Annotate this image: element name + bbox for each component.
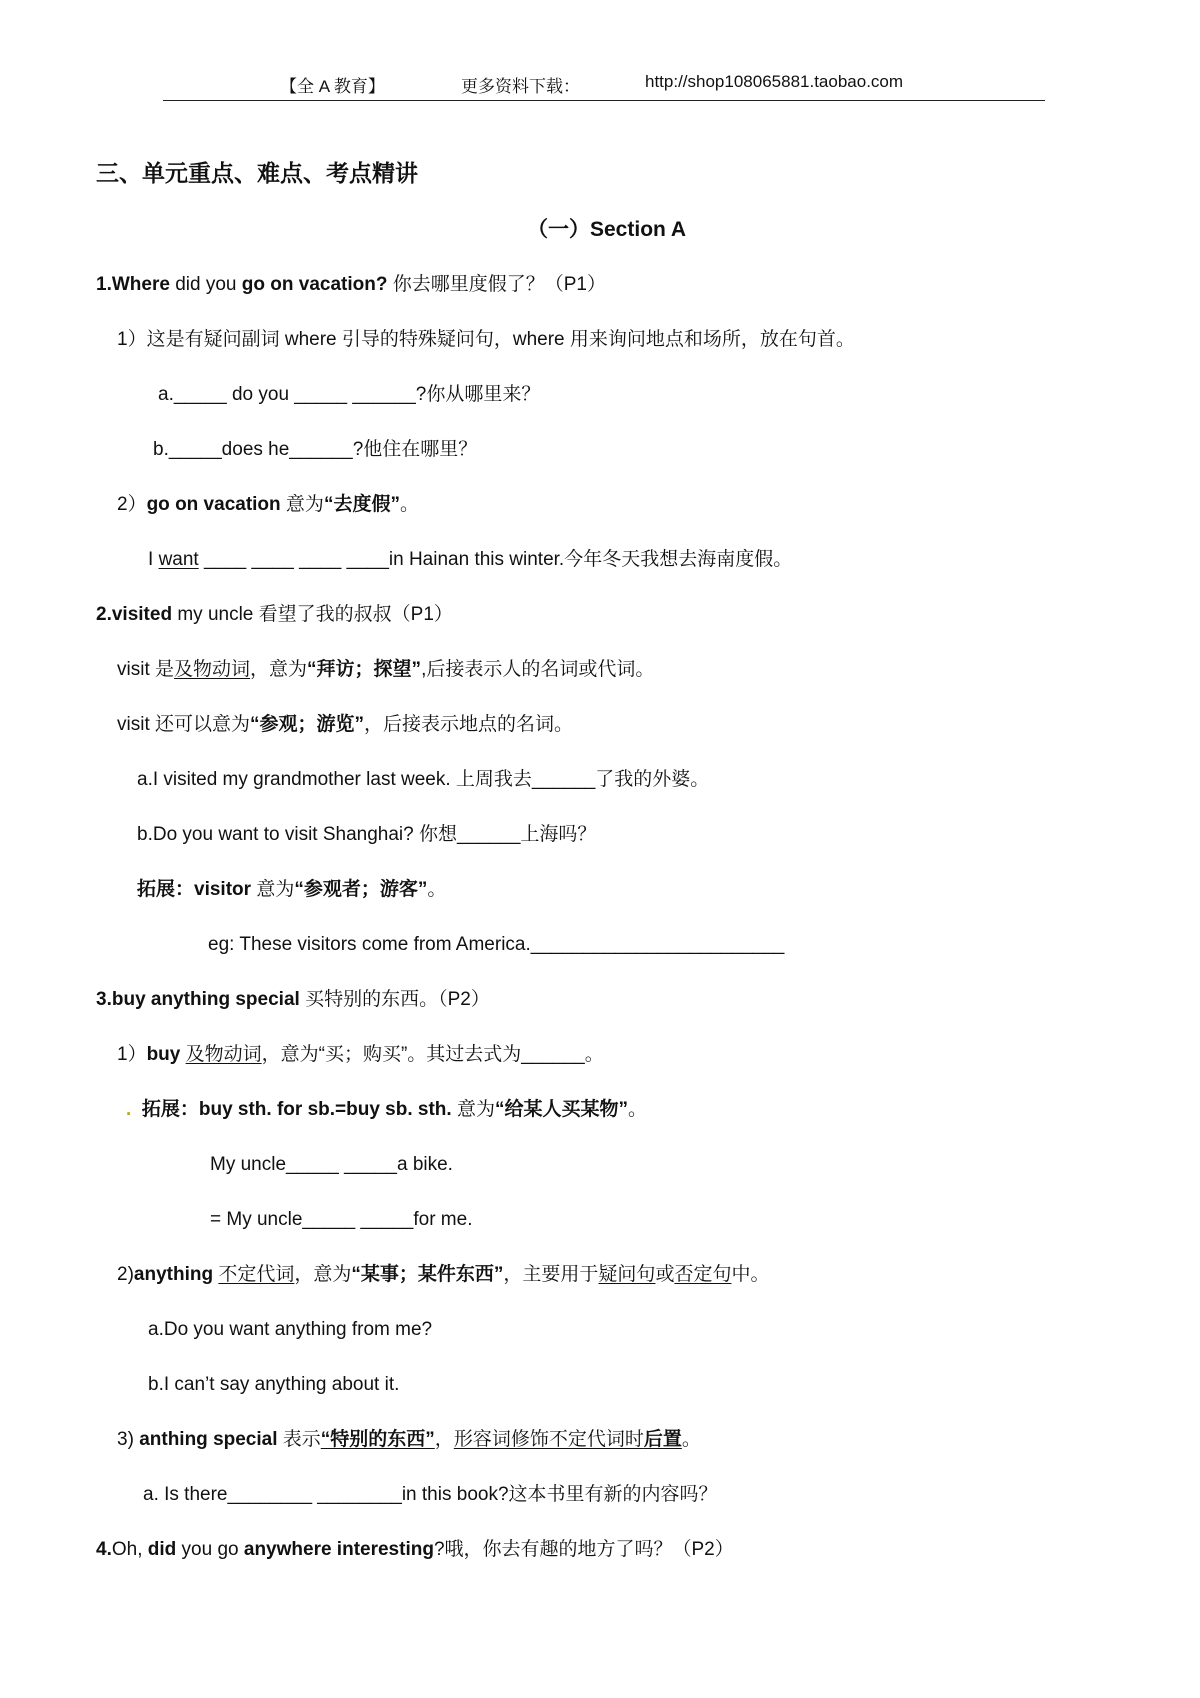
header-download-label: 更多资料下载： — [461, 77, 580, 96]
item-1-point-1: 1）这是有疑问副词 where 引导的特殊疑问句，where 用来询问地点和场所，放在句首。 — [117, 329, 855, 350]
item-3-exercise-3: a. Is there________ ________in this book?这本书里有新的内容吗？ — [143, 1484, 718, 1505]
item-2-line-2: visit 还可以意为“参观；游览”，后接表示地点的名词。 — [117, 714, 574, 735]
bullet-dot-icon: . — [126, 1099, 132, 1120]
item-3-title: 3.buy anything special 买特别的东西。（P2） — [96, 989, 490, 1010]
item-2-title: 2.visited my uncle 看望了我的叔叔（P1） — [96, 604, 453, 625]
item-1-exercise-a: a._____ do you _____ ______?你从哪里来？ — [158, 384, 541, 405]
item-3-example-b: b.I can’t say anything about it. — [148, 1374, 400, 1395]
item-2-exercise-a: a.I visited my grandmother last week. 上周我去______了我的外婆。 — [137, 769, 710, 790]
item-1-point-2: 2）go on vacation 意为“去度假”。 — [117, 494, 419, 515]
page-heading: 三、单元重点、难点、考点精讲 — [96, 160, 418, 186]
item-2-exercise-b: b.Do you want to visit Shanghai? 你想______上海吗？ — [137, 824, 597, 845]
item-2-example: eg: These visitors come from America.________________________ — [208, 934, 785, 955]
item-1-exercise-b: b._____does he______?他住在哪里？ — [153, 439, 478, 460]
item-3-point-3: 3) anthing special 表示“特别的东西”，形容词修饰不定代词时后置。 — [117, 1429, 701, 1450]
item-2-extension: 拓展：visitor 意为“参观者；游客”。 — [137, 879, 447, 900]
item-3-point-1: 1）buy 及物动词，意为“买；购买”。其过去式为______。 — [117, 1044, 604, 1065]
item-3-extension: . 拓展：buy sth. for sb.=buy sb. sth. 意为“给某人买某物”。 — [126, 1099, 648, 1120]
page-header — [163, 70, 1045, 101]
header-org: 【全 A 教育】 — [280, 77, 385, 96]
item-1-exercise-c: I want ____ ____ ____ ____in Hainan this winter.今年冬天我想去海南度假。 — [148, 549, 793, 570]
item-4-title: 4.Oh, did you go anywhere interesting?哦，你去有趣的地方了吗？（P2） — [96, 1539, 734, 1560]
item-3-exercise-2: = My uncle_____ _____for me. — [210, 1209, 473, 1230]
item-1-title: 1.Where did you go on vacation? 你去哪里度假了？（P1） — [96, 274, 606, 295]
item-3-point-2: 2)anything 不定代词，意为“某事；某件东西”，主要用于疑问句或否定句中。 — [117, 1264, 770, 1285]
item-3-exercise-1: My uncle_____ _____a bike. — [210, 1154, 453, 1175]
section-title: （一）Section A — [527, 218, 687, 241]
item-2-line-1: visit 是及物动词，意为“拜访；探望”,后接表示人的名词或代词。 — [117, 659, 655, 680]
item-3-example-a: a.Do you want anything from me? — [148, 1319, 433, 1340]
header-url: http://shop108065881.taobao.com — [645, 72, 904, 91]
